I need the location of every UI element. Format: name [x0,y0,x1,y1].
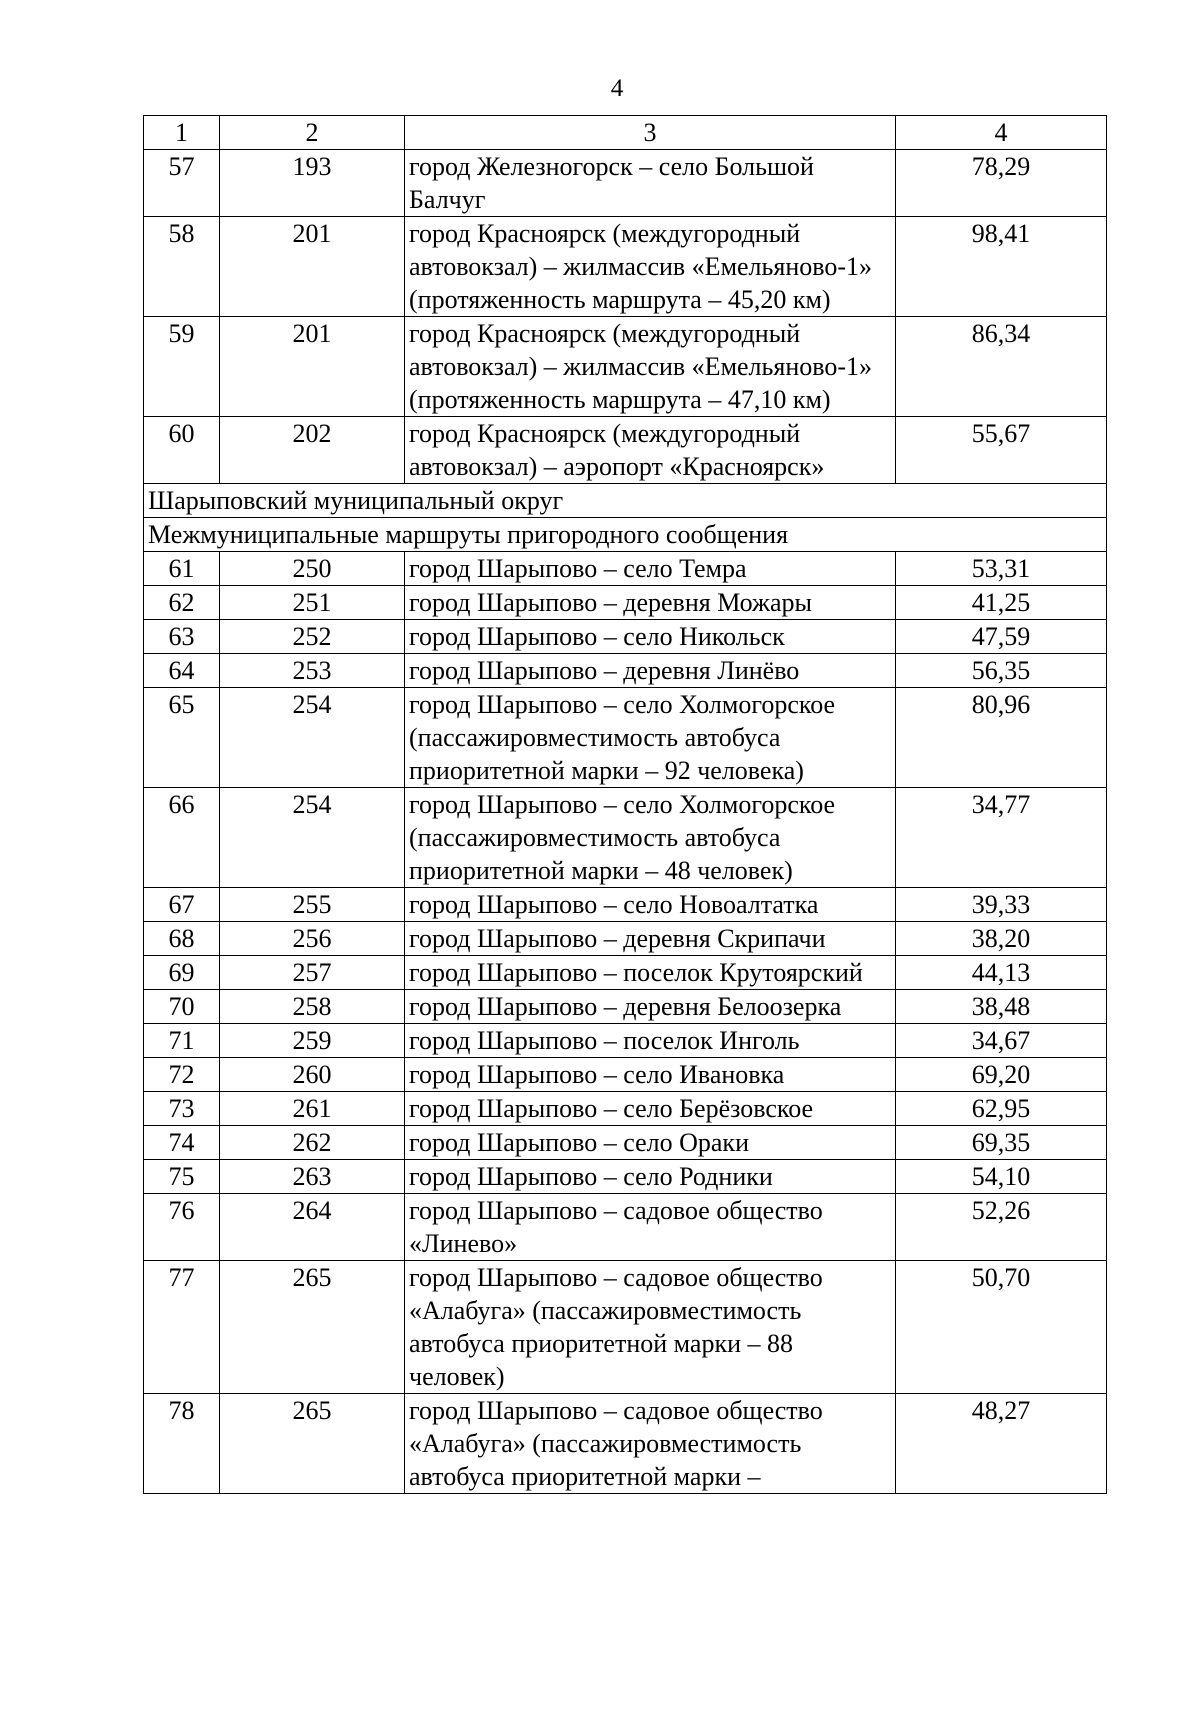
section-title: Шарыповский муниципальный округ [144,484,1107,518]
row-number: 65 [144,688,220,788]
route-value: 86,34 [896,317,1107,417]
route-description: город Шарыпово – село Новоалтатка [405,888,896,922]
table-row [144,788,1107,888]
route-code: 264 [220,1194,405,1261]
table-row [144,1261,1107,1394]
table-row [144,654,1107,688]
routes-table [143,115,1107,1494]
route-description: город Шарыпово – село Холмогорское (пассажировместимость автобуса приоритетной марки – 48 человек) [405,788,896,888]
route-code: 250 [220,552,405,586]
row-number: 62 [144,586,220,620]
section-subtitle-row [144,518,1107,552]
table-row [144,586,1107,620]
table-row [144,317,1107,417]
section-subtitle: Межмуниципальные маршруты пригородного сообщения [144,518,1107,552]
row-number: 71 [144,1024,220,1058]
table-row [144,217,1107,317]
route-value: 62,95 [896,1092,1107,1126]
route-description: город Шарыпово – село Никольск [405,620,896,654]
route-description: город Шарыпово – садовое общество «Алабуга» (пассажировместимость автобуса приоритетной марки – [405,1394,896,1494]
header-col-4: 4 [896,116,1107,150]
row-number: 63 [144,620,220,654]
table-row [144,417,1107,484]
route-description: город Шарыпово – деревня Линёво [405,654,896,688]
table-row [144,1160,1107,1194]
route-value: 44,13 [896,956,1107,990]
route-code: 251 [220,586,405,620]
table-row [144,150,1107,217]
table-row [144,922,1107,956]
route-value: 39,33 [896,888,1107,922]
table-row [144,1126,1107,1160]
row-number: 70 [144,990,220,1024]
table-header-row [144,116,1107,150]
route-value: 55,67 [896,417,1107,484]
route-code: 252 [220,620,405,654]
route-value: 80,96 [896,688,1107,788]
route-code: 193 [220,150,405,217]
route-description: город Красноярск (междугородный автовокзал) – жилмассив «Емельяново-1» (протяженность маршрута – 47,10 км) [405,317,896,417]
route-value: 53,31 [896,552,1107,586]
route-description: город Красноярск (междугородный автовокзал) – аэропорт «Красноярск» [405,417,896,484]
route-description: город Шарыпово – деревня Скрипачи [405,922,896,956]
route-description: город Шарыпово – садовое общество «Линево» [405,1194,896,1261]
route-value: 34,77 [896,788,1107,888]
route-value: 47,59 [896,620,1107,654]
routes-table-body [144,116,1107,1494]
row-number: 64 [144,654,220,688]
table-row [144,620,1107,654]
route-code: 253 [220,654,405,688]
row-number: 59 [144,317,220,417]
route-description: город Шарыпово – деревня Можары [405,586,896,620]
header-col-2: 2 [220,116,405,150]
route-code: 257 [220,956,405,990]
route-code: 260 [220,1058,405,1092]
route-code: 262 [220,1126,405,1160]
route-value: 34,67 [896,1024,1107,1058]
route-description: город Шарыпово – деревня Белоозерка [405,990,896,1024]
route-value: 50,70 [896,1261,1107,1394]
row-number: 77 [144,1261,220,1394]
route-description: город Шарыпово – село Темра [405,552,896,586]
route-code: 261 [220,1092,405,1126]
route-code: 263 [220,1160,405,1194]
route-code: 265 [220,1394,405,1494]
section-title-row [144,484,1107,518]
table-row [144,1092,1107,1126]
route-description: город Шарыпово – село Родники [405,1160,896,1194]
row-number: 60 [144,417,220,484]
route-value: 52,26 [896,1194,1107,1261]
route-value: 98,41 [896,217,1107,317]
table-row [144,552,1107,586]
route-code: 254 [220,688,405,788]
row-number: 57 [144,150,220,217]
table-row [144,888,1107,922]
route-value: 54,10 [896,1160,1107,1194]
route-value: 78,29 [896,150,1107,217]
row-number: 67 [144,888,220,922]
route-code: 256 [220,922,405,956]
route-code: 258 [220,990,405,1024]
row-number: 68 [144,922,220,956]
route-value: 41,25 [896,586,1107,620]
route-code: 201 [220,317,405,417]
row-number: 69 [144,956,220,990]
row-number: 58 [144,217,220,317]
route-value: 69,35 [896,1126,1107,1160]
row-number: 78 [144,1394,220,1494]
route-description: город Шарыпово – поселок Инголь [405,1024,896,1058]
route-value: 56,35 [896,654,1107,688]
route-description: город Шарыпово – село Берёзовское [405,1092,896,1126]
page-number: 4 [610,75,624,102]
route-value: 69,20 [896,1058,1107,1092]
route-code: 255 [220,888,405,922]
table-row [144,956,1107,990]
route-value: 48,27 [896,1394,1107,1494]
header-col-3: 3 [405,116,896,150]
table-row [144,1058,1107,1092]
table-row [144,688,1107,788]
route-code: 201 [220,217,405,317]
route-code: 254 [220,788,405,888]
route-description: город Шарыпово – садовое общество «Алабуга» (пассажировместимость автобуса приоритетной марки – 88 человек) [405,1261,896,1394]
route-code: 265 [220,1261,405,1394]
route-value: 38,48 [896,990,1107,1024]
route-description: город Железногорск – село Большой Балчуг [405,150,896,217]
row-number: 76 [144,1194,220,1261]
route-description: город Красноярск (междугородный автовокзал) – жилмассив «Емельяново-1» (протяженность маршрута – 45,20 км) [405,217,896,317]
row-number: 61 [144,552,220,586]
row-number: 66 [144,788,220,888]
route-description: город Шарыпово – село Холмогорское (пассажировместимость автобуса приоритетной марки – 92 человека) [405,688,896,788]
table-row [144,1194,1107,1261]
route-code: 202 [220,417,405,484]
route-description: город Шарыпово – село Ивановка [405,1058,896,1092]
route-code: 259 [220,1024,405,1058]
route-description: город Шарыпово – село Ораки [405,1126,896,1160]
route-value: 38,20 [896,922,1107,956]
table-row [144,1024,1107,1058]
table-row [144,990,1107,1024]
row-number: 73 [144,1092,220,1126]
row-number: 72 [144,1058,220,1092]
table-row [144,1394,1107,1494]
row-number: 75 [144,1160,220,1194]
row-number: 74 [144,1126,220,1160]
route-description: город Шарыпово – поселок Крутоярский [405,956,896,990]
header-col-1: 1 [144,116,220,150]
